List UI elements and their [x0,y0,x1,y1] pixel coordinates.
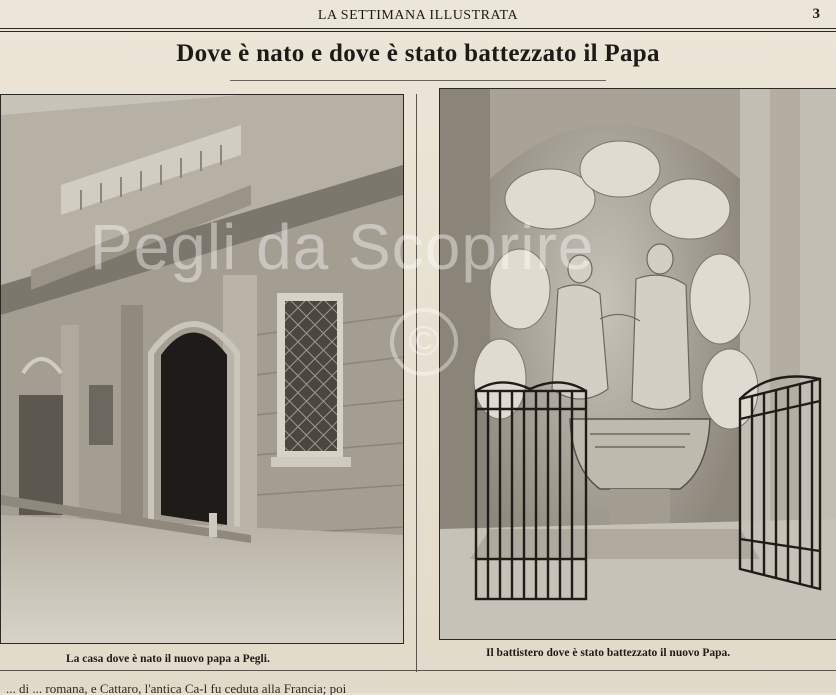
footer-rule [0,670,836,671]
watermark-text: Pegli da Scoprire [90,211,595,283]
page-header [0,6,836,28]
baptistery-photo [439,88,836,640]
header-rule-double [0,31,836,32]
article-body-fragment: ... di ... romana, e Cattaro, l'antica Ca-l fu ceduta alla Francia; poi [6,681,347,695]
house-photo-image [1,95,403,643]
title-underline [230,80,606,81]
header-rule [0,28,836,29]
column-divider [416,94,417,672]
masthead: LA SETTIMANA ILLUSTRATA [317,8,519,23]
page-number: 3 [812,6,820,22]
copyright-icon: © [390,308,458,376]
house-photo-caption: La casa dove è nato il nuovo papa a Pegli. [66,653,270,665]
article-title: Dove è nato e dove è stato battezzato il Papa [176,40,660,67]
baptistery-photo-caption: Il battistero dove è stato battezzato il nuovo Papa. [486,647,731,659]
baptistery-photo-image [440,89,836,639]
house-photo [0,94,404,644]
